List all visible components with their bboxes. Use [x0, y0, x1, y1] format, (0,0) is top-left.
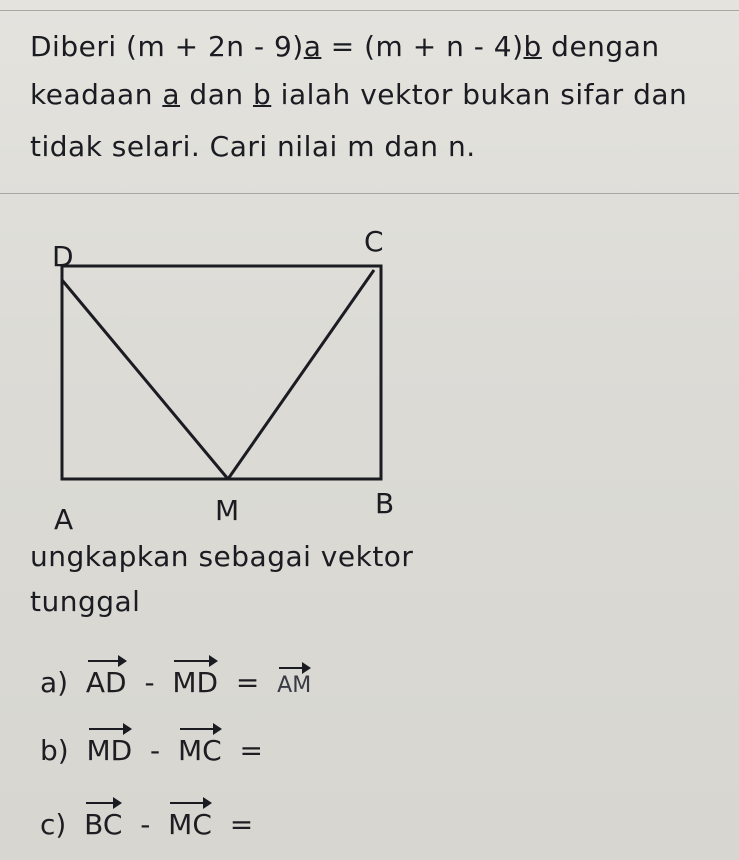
vector-a: a — [162, 78, 181, 111]
equals-sign: = — [235, 666, 260, 699]
operator: - — [150, 734, 161, 767]
problem-text: dengan — [541, 30, 660, 63]
vector-MC: MC — [177, 734, 222, 767]
vertex-D-label: D — [52, 240, 74, 273]
item-a — [40, 666, 311, 699]
instruction-line-1: ungkapkan sebagai vektor — [30, 540, 414, 573]
vector-BC: BC — [84, 808, 123, 841]
item-c — [40, 808, 253, 841]
vector-MC: MC — [168, 808, 212, 841]
item-marker: b) — [40, 734, 69, 767]
problem-text: keadaan — [30, 78, 163, 111]
vector-b: b — [253, 78, 272, 111]
operator: - — [144, 666, 155, 699]
vector-b: b — [523, 30, 542, 63]
equals-sign: = — [239, 734, 263, 767]
vertex-B-label: B — [375, 487, 395, 520]
answer-AM: AM — [277, 673, 312, 698]
instruction-line-2: tunggal — [30, 585, 141, 618]
segment-CM — [228, 270, 374, 479]
vertex-C-label: C — [364, 225, 384, 258]
vector-MD: MD — [172, 666, 219, 699]
vertex-A-label: A — [54, 503, 74, 536]
segment-DM — [62, 280, 228, 479]
problem-text: = (m + n - 4) — [321, 30, 524, 63]
problem-line-3: tidak selari. Cari nilai m dan n. — [30, 130, 476, 163]
problem-text: ialah vektor bukan sifar dan — [271, 78, 688, 111]
operator: - — [140, 808, 151, 841]
item-marker: a) — [40, 666, 69, 699]
rectangle-ABCD — [62, 266, 381, 479]
point-M-label: M — [215, 494, 240, 527]
vector-AD: AD — [85, 666, 127, 699]
item-marker: c) — [40, 808, 67, 841]
vector-a: a — [303, 30, 322, 63]
problem-text: dan — [180, 78, 253, 111]
problem-text: Diberi (m + 2n - 9) — [30, 30, 304, 63]
vector-MD: MD — [86, 734, 133, 767]
equals-sign: = — [229, 808, 254, 841]
item-b — [40, 734, 263, 767]
